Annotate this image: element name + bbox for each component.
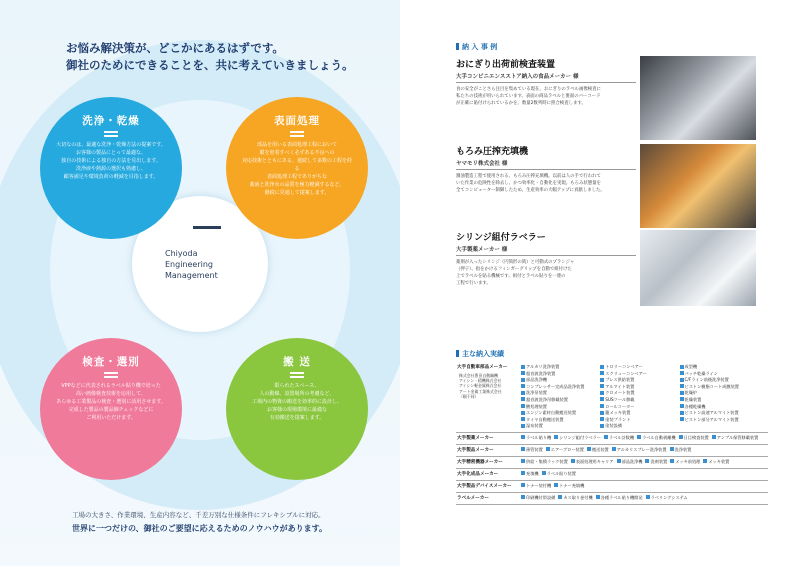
record-item: 洗剤装置 <box>645 459 667 466</box>
case-study <box>456 57 636 107</box>
moromi-press-photo <box>640 144 756 228</box>
table-row <box>456 362 768 432</box>
record-item: 薄管装置 <box>521 447 543 454</box>
case-description-line: 上でラベルを貼る機械です。組付とラベル貼りを一連の <box>456 274 566 279</box>
record-category <box>456 362 520 432</box>
service-description-line: あらゆる工業製品の検査・選別に活用させます。 <box>56 399 166 405</box>
record-items <box>520 492 768 504</box>
case-description-line: いた作業の危険性を除去し、かつ効率化・自動化を実現。もろみ状態量を <box>456 181 601 186</box>
equals-icon <box>290 372 304 378</box>
record-clients <box>457 373 519 399</box>
record-item: コンプレッサー完成品洗浄装置 <box>521 384 597 391</box>
record-item: プレス供給装置 <box>600 377 676 384</box>
case-description-line: 薬剤が入ったシリンジ（円筒形の筒）と可動式のプランジャ <box>456 260 575 265</box>
service-description-line: VPPなどに代表されるラベル貼り機で培った <box>61 383 161 389</box>
case-client: 大手コンビニエンスストア納入の食品メーカー 様 <box>456 74 579 80</box>
record-item: 表面処理用キャリア <box>571 459 614 466</box>
record-client: アート金属工業株式会社 <box>459 388 502 394</box>
record-items <box>520 456 768 468</box>
service-description-line: 完成した製品の製品個チェックなどに <box>68 407 154 413</box>
record-category-label: 大手化成品メーカー <box>457 471 499 477</box>
case-description-line: が正確に貼付けられているかを、数量2数列時に照合検査します。 <box>456 101 586 106</box>
footer-tagline: 世界に一つだけの、御社のご要望に応えるためのノウハウがあります。 <box>72 524 328 533</box>
service-description-line: 部品を用いる表面処理工程において <box>256 142 337 148</box>
record-item: 湿布装置 <box>521 423 597 430</box>
service-title: 洗浄・乾燥 <box>82 115 140 127</box>
case-description-line: 全てコンピューター制御したため、生産効率の大幅アップに貢献しました。 <box>456 188 605 193</box>
service-title: 検査・選別 <box>82 356 140 368</box>
record-item: 洗浄装置 <box>670 447 692 454</box>
record-items <box>520 480 768 492</box>
case-client: ヤマモリ株式会社 様 <box>456 161 508 167</box>
record-client: 株式会社豊田自動織機 <box>459 373 498 378</box>
record-item: C/Fライン前後洗浄装置 <box>680 377 756 384</box>
onigiri-inspection-photo <box>640 56 756 140</box>
case-title: おにぎり出荷前検査装置 <box>456 60 556 70</box>
service-bubble <box>40 97 182 239</box>
record-item: 部品洗浄機 <box>521 377 597 384</box>
record-item: シリンジ組付ラベラー <box>554 435 601 442</box>
record-item: ラベル自動剥離機 <box>637 435 676 442</box>
record-item: 搬送装置 <box>587 447 609 454</box>
record-item: アルカリスプレー洗浄装置 <box>612 447 667 454</box>
record-item: ラベル計数機 <box>604 435 634 442</box>
case-description <box>456 86 636 107</box>
record-item: トロリーコンベアー <box>600 364 676 371</box>
service-description <box>40 382 182 422</box>
service-description <box>226 141 368 197</box>
record-item: 塗装設備 <box>600 423 676 430</box>
record-category-label: 大手自動車部品メーカー <box>457 365 508 370</box>
service-description-line: お客様の製品にとって最適な、 <box>76 150 146 156</box>
record-item: トナー装付機 <box>521 483 551 490</box>
record-item: トナー充填機 <box>554 483 584 490</box>
logo-mark-bar <box>193 226 221 229</box>
service-description-line: 継続に見通して提案します。 <box>264 190 330 196</box>
record-item: エンジン素材自動搬送装置 <box>521 410 597 417</box>
logo-line-3: Management <box>165 271 218 280</box>
record-item: アルカリ洗浄装置 <box>521 364 597 371</box>
service-description-line: 顧客満足や環境負荷の軽減を目指します。 <box>63 174 159 180</box>
table-row <box>456 480 768 492</box>
service-description-line: お客様の現場環境に最適な <box>266 407 327 413</box>
record-item: ラベリングシステム <box>646 495 688 502</box>
service-description-line: 限られたスペース、 <box>274 383 320 389</box>
record-items <box>520 432 768 444</box>
table-row <box>456 456 768 468</box>
record-client: アイシン軽金属株式会社 <box>459 383 502 389</box>
service-description <box>40 141 182 181</box>
service-description-line: 工場内の物資の搬送を効率的に設計し、 <box>251 399 342 405</box>
service-bubble <box>40 338 182 480</box>
record-item: メッキ装置 <box>703 459 729 466</box>
service-description <box>226 382 368 422</box>
record-item: 各種ラベル貼り機開発 <box>596 495 643 502</box>
record-items <box>520 468 768 480</box>
case-description-line: 私たちの技術が用いられています。表面の商品ラベルと裏面のバーコード <box>456 94 601 99</box>
record-category <box>456 456 520 468</box>
logo-line-2: Engineering <box>165 260 213 269</box>
headline-line-1: お悩み解決策が、どこかにあるはずです。 <box>66 41 284 55</box>
service-bubble <box>226 338 368 480</box>
case-client: 大手製薬メーカー 様 <box>456 247 508 253</box>
record-item: 超音波洗浄装置 <box>521 371 597 378</box>
record-item: 部品洗浄機 <box>617 459 643 466</box>
case-study <box>456 144 636 194</box>
records-heading: 主な納入実績 <box>456 349 504 359</box>
service-description-line: 高い画像検査技術を応用して、 <box>76 391 146 397</box>
case-title: もろみ圧搾充填機 <box>456 147 529 157</box>
equals-icon <box>104 372 118 378</box>
case-divider <box>456 82 636 83</box>
record-category <box>456 480 520 492</box>
record-item: 日目検査装置 <box>679 435 709 442</box>
record-category-label: 大手製品メーカー <box>457 447 494 453</box>
service-description-line: 洗浄液や熱源の選択も熟慮し、 <box>75 166 146 172</box>
service-description-line: 対応技術とともにある、連続して多数の工程を経る <box>241 158 352 172</box>
record-item: ピストン樹脂コート成膜装置 <box>680 384 756 391</box>
cases-heading: 納 入 事 例 <box>456 42 497 52</box>
record-item: ラベル貼り機 <box>521 435 551 442</box>
record-item: アルマイト装置 <box>600 384 676 391</box>
record-item: エアーブロー装置 <box>546 447 584 454</box>
table-row <box>456 444 768 456</box>
record-item: 籠メッキ装置 <box>600 410 676 417</box>
service-description-line: ご利用いただけます。 <box>86 415 136 421</box>
record-item: ラベル貼り装置 <box>542 471 576 478</box>
record-item: バッチ乾燥ライン <box>680 371 756 378</box>
record-item: 超音波洗浄吊移載装置 <box>521 397 597 404</box>
record-item: クロメート装置 <box>600 390 676 397</box>
case-description-line: （押子）、指をかけるフィンガーグリップを自動で組付けた <box>456 267 572 272</box>
equals-icon <box>290 131 304 137</box>
record-category-label: 大手製薬メーカー <box>457 435 494 441</box>
equals-icon <box>104 131 118 137</box>
record-client: （順不同） <box>459 393 479 399</box>
service-description-line: 有効搬送を提案します。 <box>269 415 325 421</box>
records-table <box>456 362 768 505</box>
service-description-line: 薬液と洗浄水の品質を極力軽減するなど、 <box>249 182 345 188</box>
service-description-line: 表面処理工程でありがちな <box>266 174 327 180</box>
case-divider <box>456 169 636 170</box>
record-item: ピストン部分アルマイト装置 <box>680 417 756 424</box>
service-bubble <box>226 97 368 239</box>
record-item: SUSツール移載 <box>600 397 676 404</box>
record-item: 各種乾燥機 <box>680 404 756 411</box>
headline-line-2: 御社のためにできることを、共に考えていきましょう。 <box>66 58 354 72</box>
case-title: シリンジ組付ラベラー <box>456 233 546 243</box>
record-item: 充填機 <box>521 471 539 478</box>
service-description-line: 膜を密着すべく必ずある不良への <box>259 150 335 156</box>
table-row <box>456 492 768 504</box>
record-category <box>456 492 520 504</box>
case-description-line: 工程で行います。 <box>456 281 491 286</box>
record-item: 乾燥装置 <box>680 397 756 404</box>
record-item: アンプル保管移載装置 <box>712 435 759 442</box>
service-description-line: 独自の技術による独自の方法を見出します。 <box>61 158 161 164</box>
service-description-line: 人の動線、設置場所の考慮など、 <box>259 391 335 397</box>
record-item: ピストン高速アルマイト装置 <box>680 410 756 417</box>
footer-note: 工場の大きさ、作業環境、生産内容など、千差万別な仕様条件にフレキシブルに対応。 <box>72 511 325 519</box>
case-description-line: 食の安全がことさら注目を集めている現在、おにぎりのラベル画像検査に <box>456 87 601 92</box>
service-description-line: 大切なのは、最適な洗浄・乾燥方法の提案です。 <box>56 142 166 148</box>
record-item: ロールコーター <box>600 404 676 411</box>
record-item: 塗装プラント <box>600 417 676 424</box>
logo-line-1: Chiyoda <box>165 249 198 258</box>
headline <box>66 40 354 74</box>
case-description <box>456 259 636 287</box>
record-category <box>456 444 520 456</box>
record-category <box>456 468 520 480</box>
record-category <box>456 432 520 444</box>
record-category-label: 大手製品デバイスメーカー <box>457 483 512 489</box>
record-item: 印刷機付帯設備 <box>521 495 555 502</box>
record-item: 洗浄吊装置 <box>521 390 597 397</box>
record-item: 成型機 <box>680 364 756 371</box>
record-item: 乾燥炉 <box>680 390 756 397</box>
record-category-label: ラベルメーカー <box>457 495 489 501</box>
record-item: 供給・集積ラック装置 <box>521 459 568 466</box>
record-item: タイヤ自動搬送装置 <box>521 417 597 424</box>
record-category-label: 大手精密機器メーカー <box>457 459 503 465</box>
table-row <box>456 432 768 444</box>
record-item: メッキ前処理 <box>670 459 700 466</box>
record-items <box>520 444 768 456</box>
record-item: カス取り巻付機 <box>558 495 592 502</box>
case-description-line: 醤油製造工程で使用される、もろみ圧搾充填機。以前は人の手で行われて <box>456 174 601 179</box>
record-client: アイシン・精機株式会社 <box>459 378 502 384</box>
service-title: 表面処理 <box>274 115 320 127</box>
service-title: 搬 送 <box>283 356 311 368</box>
record-item: スクリューコンベアー <box>600 371 676 378</box>
company-logo <box>165 248 245 281</box>
case-description <box>456 173 636 194</box>
record-item: 酸処理装置 <box>521 404 597 411</box>
case-divider <box>456 255 636 256</box>
syringe-labeler-photo <box>640 230 756 306</box>
table-row <box>456 468 768 480</box>
record-items <box>520 362 768 432</box>
case-study <box>456 230 636 287</box>
